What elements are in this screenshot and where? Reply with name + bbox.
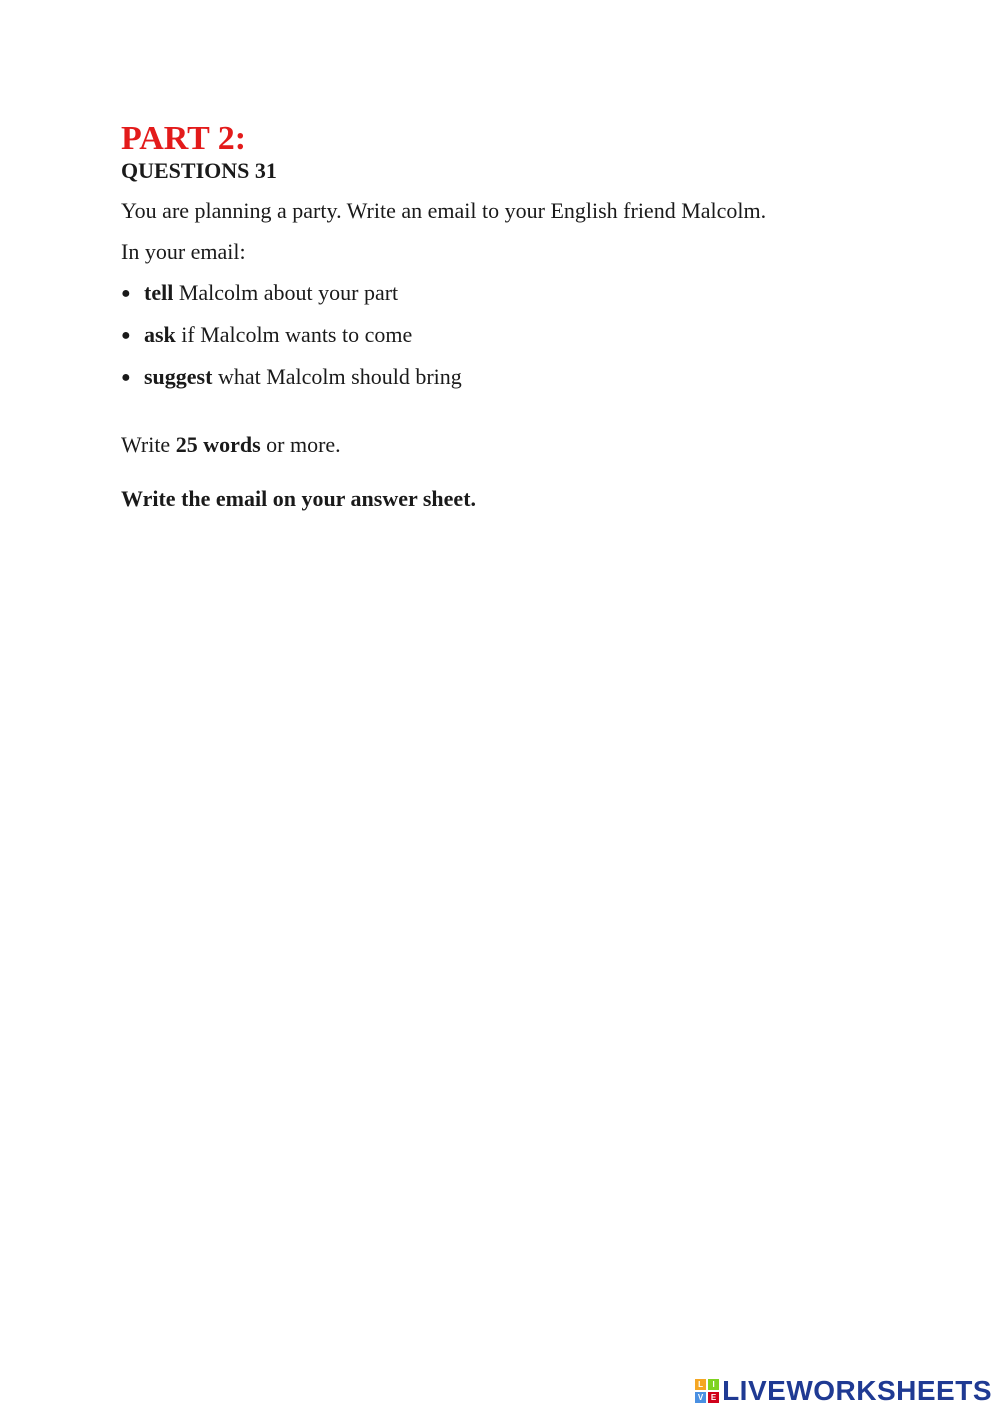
task-intro: You are planning a party. Write an email to your English friend Malcolm. — [121, 198, 767, 223]
questions-heading: QUESTIONS 31 — [121, 158, 277, 183]
bullet-keyword: ask — [144, 322, 176, 347]
word-count-instruction — [121, 432, 921, 458]
write-prefix: Write — [121, 432, 171, 457]
bullet-dot-icon: ● — [121, 369, 131, 386]
logo-mark-cell: I — [708, 1379, 719, 1390]
logo-mark-icon — [695, 1379, 719, 1403]
logo-mark-cell: V — [695, 1392, 706, 1403]
worksheet-page — [121, 120, 921, 512]
logo-mark-cell: L — [695, 1379, 706, 1390]
logo-mark-cell: E — [708, 1392, 719, 1403]
bullet-item-ask — [121, 322, 921, 349]
bullet-item-tell — [121, 280, 921, 307]
bullet-keyword: tell — [144, 280, 174, 305]
bullet-dot-icon: ● — [121, 285, 131, 302]
part-title: PART 2: — [121, 120, 247, 157]
bullet-text: Malcolm about your part — [178, 280, 399, 305]
bullet-dot-icon: ● — [121, 327, 131, 344]
word-count: 25 words — [175, 432, 261, 457]
answer-sheet-instruction: Write the email on your answer sheet. — [121, 486, 477, 511]
write-suffix: or more. — [266, 432, 341, 457]
liveworksheets-logo — [695, 1375, 992, 1407]
bullet-text: if Malcolm wants to come — [181, 322, 413, 347]
logo-text: LIVEWORKSHEETS — [722, 1375, 992, 1406]
task-bullet-list — [121, 280, 921, 391]
bullet-text: what Malcolm should bring — [217, 364, 462, 389]
bullet-keyword: suggest — [144, 364, 213, 389]
in-your-email-label: In your email: — [121, 239, 246, 264]
bullet-item-suggest — [121, 364, 921, 391]
